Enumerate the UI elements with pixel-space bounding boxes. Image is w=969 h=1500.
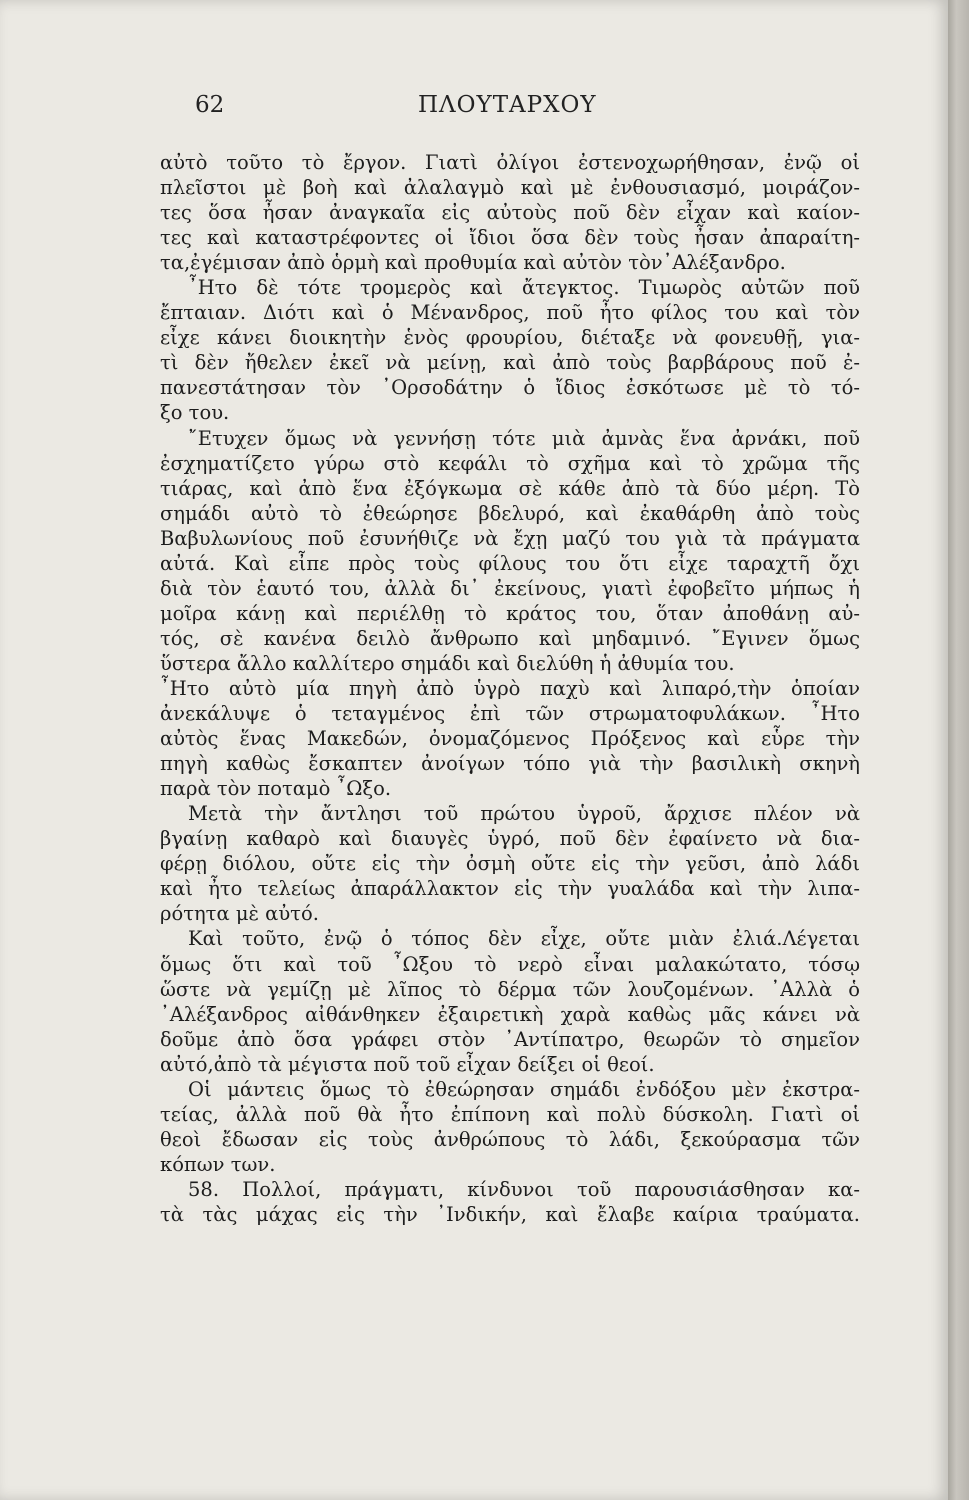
- text-line: τείας, ἀλλὰ ποῦ θὰ ἦτο ἐπίπονη καὶ πολὺ δύσκολη. Γιατὶ οἱ: [160, 1102, 860, 1126]
- text-line: Καὶ τοῦτο, ἐνῷ ὁ τόπος δὲν εἶχε, οὔτε μιὰν ἐλιά.Λέγεται: [188, 927, 860, 951]
- text-line: 58. Πολλοί, πράγματι, κίνδυνοι τοῦ παρουσιάσθησαν κα-: [188, 1177, 860, 1201]
- text-line: πανεστάτησαν τὸν ᾿Ορσοδάτην ὁ ἴδιος ἐσκότωσε μὲ τὸ τό-: [160, 376, 860, 400]
- text-line: τὶ δὲν ἤθελεν ἐκεῖ νὰ μείνῃ, καὶ ἀπὸ τοὺς βαρβάρους ποῦ ἐ-: [160, 351, 860, 375]
- text-line: καὶ ἦτο τελείως ἀπαράλλακτον εἰς τὴν γυαλάδα καὶ τὴν λιπα-: [160, 877, 860, 901]
- text-line: μοῖρα κάνῃ καὶ περιέλθῃ τὸ κράτος του, ὅταν ἀποθάνῃ αὐ-: [160, 601, 860, 625]
- text-line: αὐτό,ἀπὸ τὰ μέγιστα ποῦ τοῦ εἶχαν δείξει οἱ θεοί.: [160, 1052, 655, 1076]
- text-line: τὰ τὰς μάχας εἰς τὴν ᾿Ινδικήν, καὶ ἔλαβε καίρια τραύματα.: [160, 1202, 860, 1226]
- text-line: ῎Ετυχεν ὅμως νὰ γεννήσῃ τότε μιὰ ἀμνὰς ἕνα ἀρνάκι, ποῦ: [188, 426, 860, 450]
- text-line: ὥστε νὰ γεμίζῃ μὲ λῖπος τὸ δέρμα τῶν λουζομένων. ᾿Αλλὰ ὁ: [160, 977, 860, 1001]
- text-line: βγαίνῃ καθαρὸ καὶ διαυγὲς ὑγρό, ποῦ δὲν ἐφαίνετο νὰ δια-: [160, 827, 860, 851]
- text-line: Μετὰ τὴν ἄντλησι τοῦ πρώτου ὑγροῦ, ἄρχισε πλέον νὰ: [188, 802, 860, 826]
- text-line: ὅμως ὅτι καὶ τοῦ ῏Ωξου τὸ νερὸ εἶναι μαλακώτατο, τόσῳ: [160, 952, 860, 976]
- text-line: ὕστερα ἄλλο καλλίτερο σημάδι καὶ διελύθη ἡ ἀθυμία του.: [160, 651, 735, 675]
- text-line: σημάδι αὐτὸ τὸ ἐθεώρησε βδελυρό, καὶ ἐκαθάρθη ἀπὸ τοὺς: [160, 501, 860, 525]
- page-edge: [948, 0, 969, 1500]
- text-line: τός, σὲ κανένα δειλὸ ἄνθρωπο καὶ μηδαμινό. ῎Εγινεν ὅμως: [160, 626, 860, 650]
- body-text: [160, 150, 860, 1227]
- text-line: δοῦμε ἀπὸ ὅσα γράφει στὸν ᾿Αντίπατρο, θεωρῶν τὸ σημεῖον: [160, 1027, 860, 1051]
- text-line: Οἱ μάντεις ὅμως τὸ ἐθεώρησαν σημάδι ἐνδόξου μὲν ἐκστρα-: [188, 1077, 860, 1101]
- text-line: ἀνεκάλυψε ὁ τεταγμένος ἐπὶ τῶν στρωματοφυλάκων. ῏Ητο: [160, 702, 860, 726]
- text-line: τιάρας, καὶ ἀπὸ ἕνα ἐξόγκωμα σὲ κάθε ἀπὸ τὰ δύο μέρη. Τὸ: [160, 476, 860, 500]
- text-line: αὐτὸς ἕνας Μακεδών, ὀνομαζόμενος Πρόξενος καὶ εὗρε τὴν: [160, 727, 860, 751]
- page-header: [0, 92, 948, 128]
- page-number: 62: [195, 92, 225, 118]
- text-line: ῏Ητο αὐτὸ μία πηγὴ ἀπὸ ὑγρὸ παχὺ καὶ λιπαρό,τὴν ὁποίαν: [160, 676, 860, 700]
- text-line: διὰ τὸν ἑαυτό του, ἀλλὰ δι᾿ ἐκείνους, γιατὶ ἐφοβεῖτο μήπως ἡ: [160, 576, 860, 600]
- text-line: πηγὴ καθὼς ἔσκαπτεν ἀνοίγων τόπο γιὰ τὴν βασιλικὴ σκηνὴ: [160, 752, 860, 776]
- text-line: αὐτά. Καὶ εἶπε πρὸς τοὺς φίλους του ὅτι εἶχε ταραχτῆ ὄχι: [160, 551, 860, 575]
- text-line: ξο του.: [160, 401, 230, 425]
- text-line: τα,ἐγέμισαν ἀπὸ ὁρμὴ καὶ προθυμία καὶ αὐτὸν τὸν᾿Αλέξανδρο.: [160, 251, 786, 275]
- text-line: πλεῖστοι μὲ βοὴ καὶ ἀλαλαγμὸ καὶ μὲ ἐνθουσιασμό, μοιράζον-: [160, 176, 860, 200]
- text-line: ῏Ητο δὲ τότε τρομερὸς καὶ ἄτεγκτος. Τιμωρὸς αὐτῶν ποῦ: [188, 276, 860, 300]
- running-title: ΠΛΟΥΤΑΡΧΟΥ: [418, 92, 597, 118]
- text-line: ᾿Αλέξανδρος αἰθάνθηκεν ἐξαιρετικὴ χαρὰ καθὼς μᾶς κάνει νὰ: [160, 1002, 860, 1026]
- text-line: ἐσχηματίζετο γύρω στὸ κεφάλι τὸ σχῆμα καὶ τὸ χρῶμα τῆς: [160, 451, 860, 475]
- text-line: φέρῃ διόλου, οὔτε εἰς τὴν ὀσμὴ οὔτε εἰς τὴν γεῦσι, ἀπὸ λάδι: [160, 852, 860, 876]
- text-line: Βαβυλωνίους ποῦ ἐσυνήθιζε νὰ ἔχῃ μαζύ του γιὰ τὰ πράγματα: [160, 526, 860, 550]
- text-line: παρὰ τὸν ποταμὸ ῏Ωξο.: [160, 777, 392, 801]
- text-line: τες ὅσα ἦσαν ἀναγκαῖα εἰς αὐτοὺς ποῦ δὲν εἶχαν καὶ καίον-: [160, 201, 860, 225]
- text-line: κόπων των.: [160, 1152, 276, 1176]
- text-line: ρότητα μὲ αὐτό.: [160, 902, 319, 926]
- text-line: εἶχε κάνει διοικητὴν ἑνὸς φρουρίου, διέταξε νὰ φονευθῇ, για-: [160, 326, 860, 350]
- text-line: ἔπταιαν. Διότι καὶ ὁ Μένανδρος, ποῦ ἦτο φίλος του καὶ τὸν: [160, 301, 860, 325]
- text-line: θεοὶ ἔδωσαν εἰς τοὺς ἀνθρώπους τὸ λάδι, ξεκούρασμα τῶν: [160, 1127, 860, 1151]
- text-line: αὐτὸ τοῦτο τὸ ἔργον. Γιατὶ ὀλίγοι ἐστενοχωρήθησαν, ἐνῷ οἱ: [160, 151, 860, 174]
- text-line: τες καὶ καταστρέφοντες οἱ ἴδιοι ὅσα δὲν τοὺς ἦσαν ἀπαραίτη-: [160, 226, 860, 250]
